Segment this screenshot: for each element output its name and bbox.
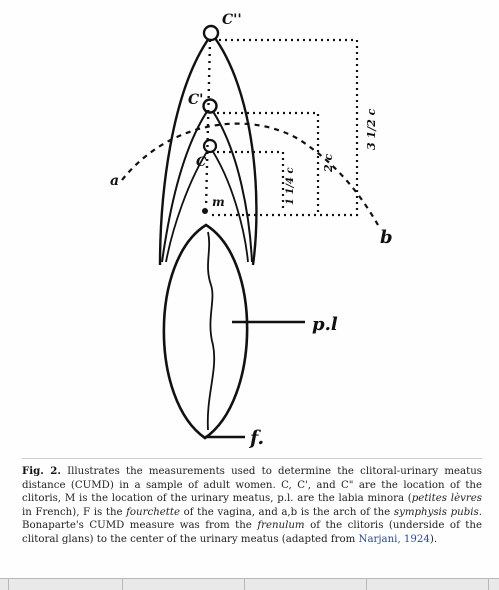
reference-link[interactable]: Narjani, 1924 (358, 533, 430, 545)
caption-italic-1: petites lèvres (411, 493, 482, 505)
clitoris-c-double-prime (204, 26, 218, 40)
label-c: C (196, 155, 207, 170)
caption-text-1: Illustrates the measurements used to determine the clitoral-urinary meatus distance (CUMD) in a sample of adult women. C, C', and C" are the location of the clitoris, M is the location of the urinary meatus, p.l. are the labia minora ( (22, 466, 482, 505)
vaginal-line (208, 232, 214, 430)
labia-minora-mid-right (210, 107, 252, 262)
clitoris-c (204, 140, 216, 152)
label-b: b (380, 227, 393, 248)
scrollbar-divider (488, 579, 489, 590)
clitoris-c-prime (204, 100, 217, 113)
caption-italic-2: fourchette (126, 506, 181, 518)
label-c-prime: C' (188, 92, 204, 108)
caption-text-6: ). (429, 533, 438, 545)
caption-text-2: in French), F is the (22, 506, 127, 518)
caption-text-4: . Bonaparte's CUMD measure was from the (22, 506, 482, 532)
caption-text-5: of the clitoris (underside of the clitoral glans) to the center of the urinary meatus (adapted from (22, 520, 482, 545)
label-c-double-prime: C'' (222, 12, 242, 28)
label-dim-3-half: 3 1/2 c (365, 108, 378, 150)
caption-text-3: of the vagina, and a,b is the arch of the (180, 506, 394, 518)
scrollbar-divider (8, 579, 9, 590)
label-f: f. (250, 427, 265, 449)
figure-caption (22, 465, 482, 547)
label-pl: p.l (312, 314, 338, 335)
caption-italic-4: frenulum (257, 520, 305, 532)
label-dim-1-quarter: 1 1/4 c (285, 167, 296, 205)
scrollbar-divider (366, 579, 367, 590)
label-m: m (212, 195, 225, 209)
urinary-meatus-dot (202, 208, 208, 214)
label-a: a (110, 173, 120, 189)
labia-outline (164, 225, 247, 438)
scrollbar-divider (122, 579, 123, 590)
caption-italic-3: symphysis pubis (393, 506, 479, 518)
labia-minora-mid (162, 107, 210, 262)
caption-label: Fig. 2. (22, 465, 61, 477)
caption-divider (22, 458, 482, 459)
scrollbar-divider (244, 579, 245, 590)
label-dim-2: 2 c (322, 153, 335, 172)
center-dotted-axis (206, 40, 210, 208)
horizontal-scrollbar[interactable] (0, 578, 499, 590)
